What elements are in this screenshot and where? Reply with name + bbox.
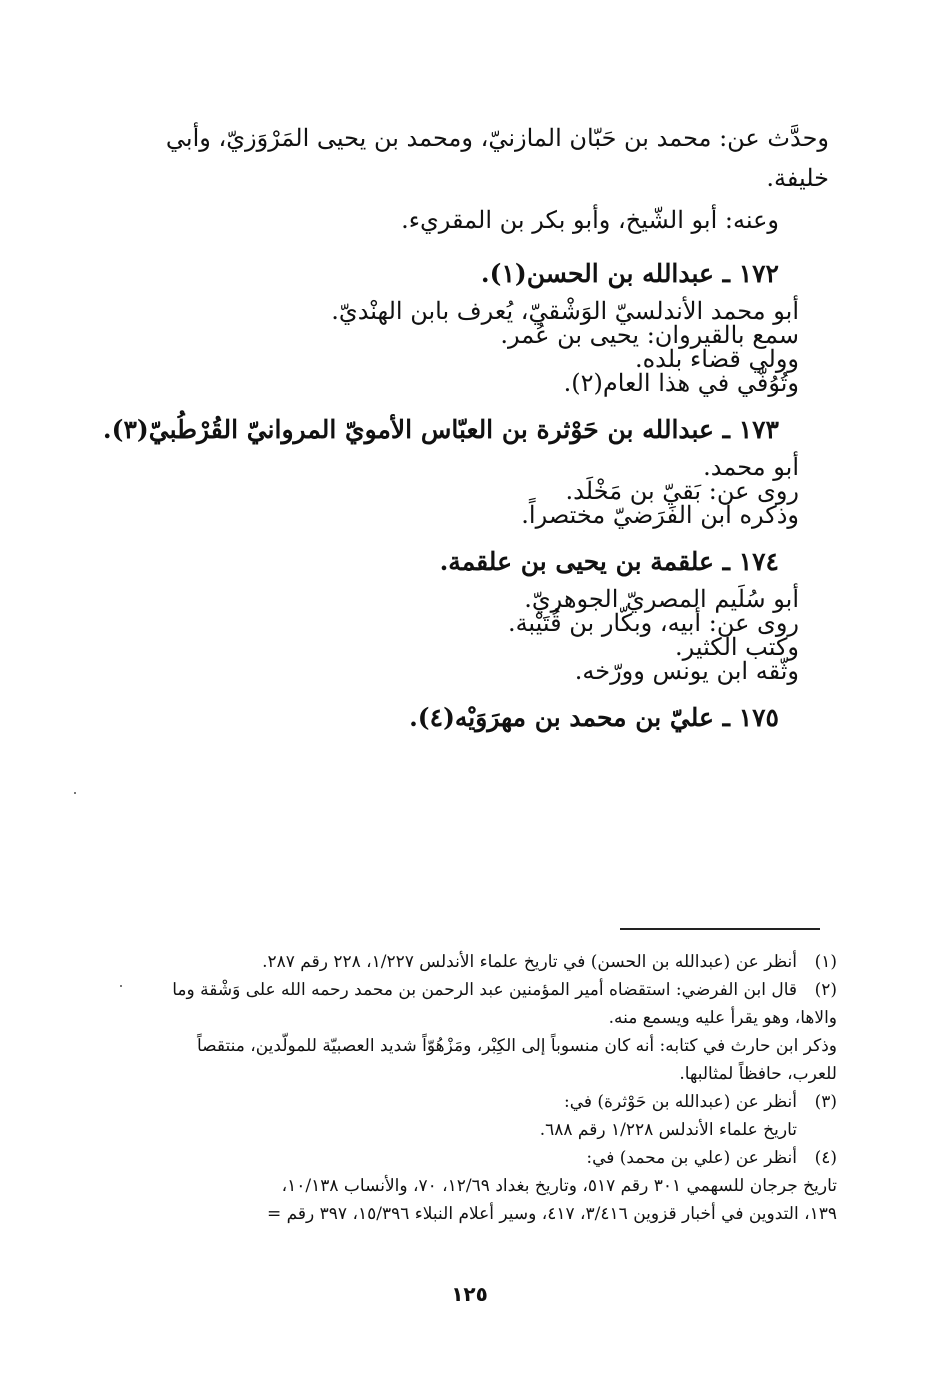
footnote-3: [102, 1088, 837, 1144]
footnote-1: [102, 948, 837, 976]
footnote-2: [102, 976, 837, 1088]
footnote-number: (١): [814, 952, 837, 972]
entry-172-line: سمع بالقيروان: يحيى بن عُمر.: [500, 321, 799, 349]
entry-173-line: أبو محمد.: [703, 453, 799, 481]
footnote-line: وذكر ابن حارث في كتابه: أنه كان منسوباً إلى الكِبْر، ومَزْهُوّاً شديد العصبيّة للمولّدين، منتقصاً: [196, 1036, 837, 1056]
footnote-line: أنظر عن (عبدالله بن الحسن) في تاريخ علماء الأندلس ١/٢٢٧، ٢٢٨ رقم ٢٨٧.: [262, 952, 797, 972]
main-text: [99, 118, 829, 746]
paragraph-narrated-from: وحدَّث عن: محمد بن حَبّان المازنيّ، ومحمد بن يحيى المَرْوَزيّ، وأبي خليفة.: [165, 124, 829, 192]
footnote-line: قال ابن الفرضي: استقضاه أمير المؤمنين عبد الرحمن بن محمد رحمه الله على وَشْقة وما: [172, 980, 797, 1000]
entry-172-line: وتُوُفّي في هذا العام(٢).: [563, 369, 799, 397]
paragraph-narrated-by: وعنه: أبو الشّيخ، وأبو بكر بن المقريء.: [401, 206, 779, 234]
footnote-line: للعرب، حافظاً لمثالبها.: [679, 1064, 837, 1084]
page-number: ١٢٥: [451, 1282, 488, 1306]
footnote-number: (٣): [814, 1092, 837, 1112]
footnote-line: أنظر عن (علي بن محمد) في:: [586, 1148, 797, 1168]
entry-174-line: روى عن: أبيه، وبكّار بن قُتَيْبة.: [507, 609, 799, 637]
entry-174-line: وثّقه ابن يونس وورّخه.: [574, 657, 799, 685]
footnotes: [102, 948, 837, 1228]
footnote-number: (٤): [814, 1148, 837, 1168]
entry-heading-173: ١٧٣ ـ عبدالله بن حَوْثرة بن العبّاس الأمويّ المروانيّ القُرْطُبيّ(٣).: [102, 415, 779, 444]
entry-heading-175: ١٧٥ ـ عليّ بن محمد بن مهرَوَيْه(٤).: [409, 703, 779, 732]
footnote-4: [102, 1144, 837, 1228]
entry-173-line: روى عن: بَقيّ بن مَخْلَد.: [565, 477, 799, 505]
footnote-line: تاريخ جرجان للسهمي ٣٠١ رقم ٥١٧، وتاريخ بغداد ١٢/٦٩، ٧٠، والأنساب ١٠/١٣٨،: [281, 1176, 837, 1196]
scan-speck: [74, 792, 76, 794]
scan-speck: [120, 985, 122, 987]
footnote-line: والاها، وهو يقرأ عليه ويسمع منه.: [608, 1008, 837, 1028]
footnote-separator: [620, 928, 820, 930]
footnote-line: تاريخ علماء الأندلس ١/٢٢٨ رقم ٦٨٨.: [539, 1120, 797, 1140]
entry-174-line: أبو سُلَيم المصريّ الجوهريّ.: [524, 585, 799, 613]
footnote-line: أنظر عن (عبدالله بن حَوْثرة) في:: [564, 1092, 797, 1112]
entry-173-line: وذكره ابن الفَرَضيّ مختصراً.: [521, 501, 799, 529]
footnote-number: (٢): [814, 980, 837, 1000]
entry-174-line: وكتب الكثير.: [674, 633, 799, 661]
entry-heading-172: ١٧٢ ـ عبدالله بن الحسن(١).: [480, 259, 779, 288]
entry-heading-174: ١٧٤ ـ علقمة بن يحيى بن علقمة.: [439, 547, 779, 576]
entry-172-line: وولي قضاء بلده.: [634, 345, 799, 373]
entry-172-line: أبو محمد الأندلسيّ الوَشْقيّ، يُعرف بابن الهنْديّ.: [331, 297, 799, 325]
footnote-line: ١٣٩، التدوين في أخبار قزوين ٣/٤١٦، ٤١٧، وسير أعلام النبلاء ١٥/٣٩٦، ٣٩٧ رقم =: [266, 1204, 837, 1224]
